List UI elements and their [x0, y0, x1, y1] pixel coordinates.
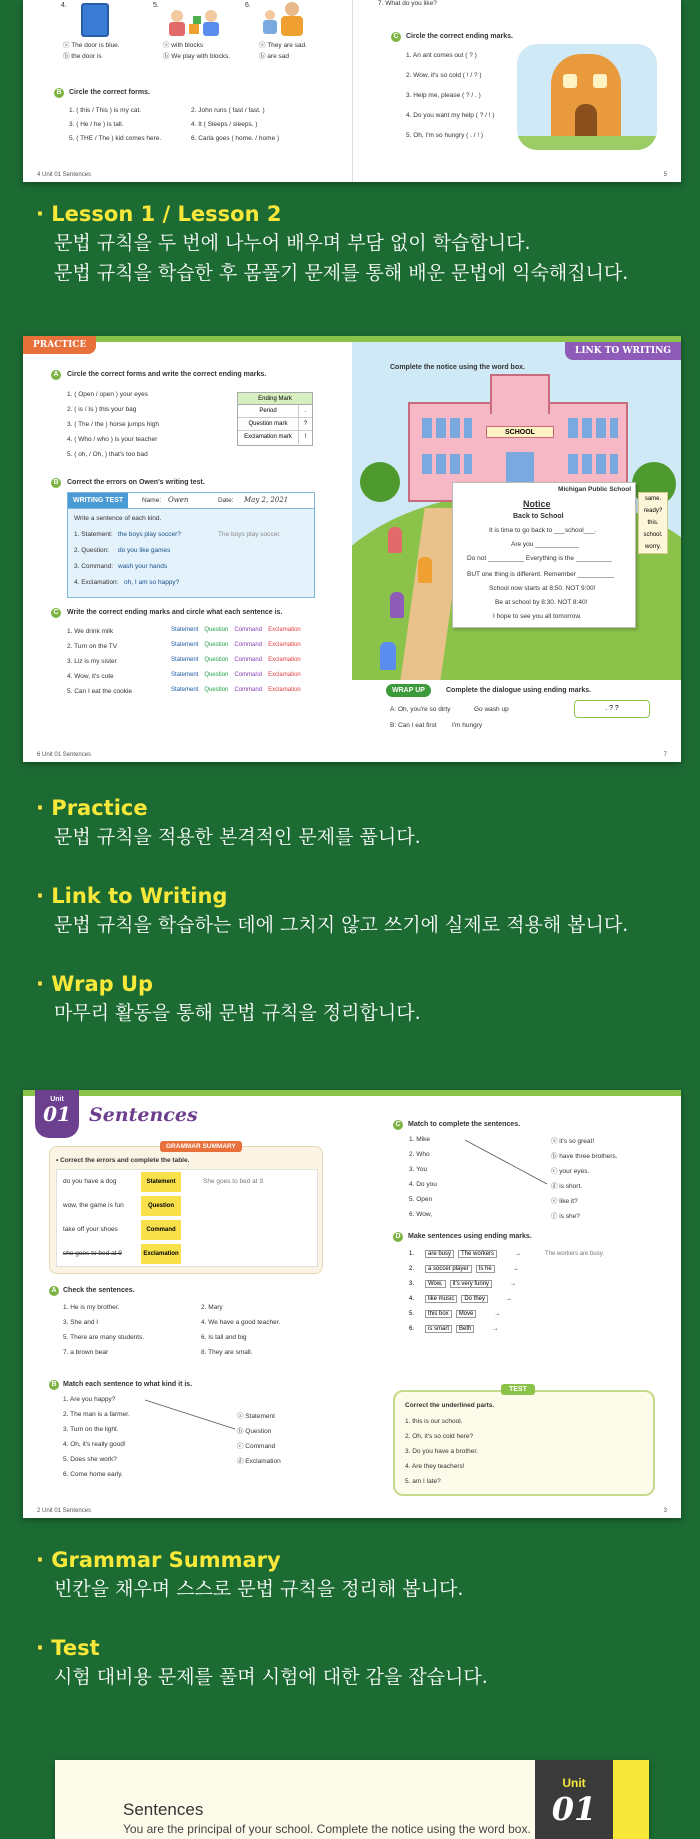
notice-line: Are you ____________ [511, 541, 579, 548]
ending-mark-table [237, 392, 313, 446]
section-b-item: 4. It ( Sleeps / sleeps. ) [191, 121, 258, 128]
wt-row-answer: The boys play soccer. [218, 531, 281, 538]
test-box [393, 1386, 655, 1496]
wrap-up-line-a2: Go wash up [474, 706, 509, 713]
section-badge-a: A [51, 370, 61, 380]
gs-c-left: 3. You [409, 1166, 428, 1173]
kids-blocks-illustration [169, 4, 221, 36]
gs-b-kind: ⓓ Exclamation [237, 1458, 281, 1465]
preview-unit-badge [535, 1760, 613, 1839]
practice-tab: PRACTICE [23, 336, 96, 354]
ending-row-mark: ! [298, 431, 312, 444]
section-badge-c: C [391, 32, 401, 42]
footer-left: 2 Unit 01 Sentences [37, 1508, 92, 1514]
gs-d-answer: The workers are busy. [545, 1250, 604, 1257]
section-b-item: 5. ( THE / The ) kid comes here. [69, 135, 162, 142]
kind-question: Question [204, 627, 229, 633]
door-illustration [81, 3, 109, 37]
gs-a-item: 3. She and I [63, 1319, 99, 1326]
test-item: 3. Do you have a brother. [405, 1448, 478, 1455]
gs-a-item: 4. We have a good teacher. [201, 1319, 281, 1326]
wt-row-label: 1. Statement: [74, 531, 113, 538]
practice-a-item: 1. ( Open / open ) your eyes [67, 391, 148, 398]
ending-item: 3. Help me, please ( ? / . ) [406, 92, 481, 99]
practice-a-item: 2. ( is / Is ) this your bag [67, 406, 137, 413]
gs-row-kind: Exclamation [141, 1244, 181, 1264]
gs-c-left: 4. Do you [409, 1181, 437, 1188]
desc-title: · Grammar Summary [36, 1546, 488, 1574]
date-label: Date: [218, 497, 234, 504]
gs-c-left: 5. Open [409, 1196, 433, 1203]
gs-row-left: wow, the game is fun [63, 1202, 124, 1209]
item-num: 4. [61, 2, 67, 9]
footer-right: 5 [663, 172, 667, 178]
writing-test-label: WRITING TEST [68, 493, 128, 508]
gs-c-title: Match to complete the sentences. [408, 1121, 521, 1128]
kind-statement: Statement [171, 672, 199, 678]
notice-subtitle: Back to School [513, 513, 564, 520]
practice-c-item: 4. Wow, it's cute [67, 673, 114, 680]
ending-row-mark: ? [298, 418, 312, 430]
preview-accent [613, 1760, 649, 1839]
link-tab: LINK TO WRITING [565, 342, 681, 360]
ending-row-mark: . [298, 405, 312, 417]
preview-unit-number: 01 [551, 1790, 597, 1828]
sad-people-illustration [261, 2, 311, 36]
notice-board [452, 482, 636, 628]
ending-item: 5. Oh, I'm so hungry ( . / ! ) [406, 132, 484, 139]
gs-c-right: ⓕ is she? [551, 1213, 580, 1220]
kind-question: Question [204, 687, 229, 693]
kind-exclamation: Exclamation [268, 642, 301, 648]
section-b-item: 1. ( this / This ) is my cat. [69, 107, 142, 114]
test-item: 5. am I late? [405, 1478, 441, 1485]
lesson-spread [23, 0, 681, 182]
gs-instruction: • Correct the errors and complete the table. [56, 1157, 190, 1164]
word-box-item: this. [647, 520, 659, 526]
date-value: May 2, 2021 [244, 496, 289, 504]
option-a: ⓐ with blocks [163, 42, 204, 49]
kind-statement: Statement [171, 642, 199, 648]
wt-row-label: 2. Question: [74, 547, 110, 554]
kind-command: Command [234, 642, 263, 648]
kind-exclamation: Exclamation [268, 687, 301, 693]
test-item: 1. this is our school. [405, 1418, 463, 1425]
wt-row-value: the boys play soccer? [118, 531, 181, 538]
wt-row-label: 4. Exclamation: [74, 579, 119, 586]
item-num: 6. [245, 2, 251, 9]
word-box-item: same. [644, 496, 662, 502]
gs-b-kind: ⓒ Command [237, 1443, 276, 1450]
section-b-item: 3. ( He / he ) is tall. [69, 121, 124, 128]
gs-c-left: 2. Who [409, 1151, 430, 1158]
name-value: Owen [168, 496, 189, 504]
footer-left: 4 Unit 01 Sentences [37, 172, 92, 178]
match-line [23, 1090, 353, 1518]
kind-exclamation: Exclamation [268, 657, 301, 663]
word-box [638, 492, 668, 554]
section-badge-c: C [51, 608, 61, 618]
gs-a-item: 2. Mary [201, 1304, 223, 1311]
name-label: Name: [142, 497, 162, 504]
practice-spread [23, 336, 681, 762]
practice-c-title: Write the correct ending marks and circle what each sentence is. [67, 609, 283, 616]
section-b-item: 6. Carla goes ( home. / home ) [191, 135, 280, 142]
summary-descriptions [36, 1546, 488, 1692]
gs-b-item: 1. Are you happy? [63, 1396, 116, 1403]
gs-a-item: 6. Is tall and big [201, 1334, 247, 1341]
gs-c-right: ⓔ like it? [551, 1198, 578, 1205]
option-b: ⓑ We play with blocks. [163, 53, 231, 60]
word-chip: Do they [461, 1295, 488, 1303]
gs-c-left: 6. Wow, [409, 1211, 433, 1218]
practice-c-item: 2. Turn on the TV [67, 643, 118, 650]
lesson-line: 문법 규칙을 학습한 후 몸풀기 문제를 통해 배운 문법에 익숙해집니다. [54, 262, 629, 284]
section-c-title: Circle the correct ending marks. [406, 33, 513, 40]
gs-row-kind: Statement [141, 1172, 181, 1192]
word-box-item: worry. [645, 544, 661, 550]
gs-b-item: 4. Oh, it's really good! [63, 1441, 126, 1448]
practice-c-item: 3. Liz is my sister [67, 658, 117, 665]
lesson-description [36, 200, 628, 288]
gs-row-answer: She goes to bed at 9. [203, 1178, 265, 1185]
writing-test-card [67, 492, 315, 598]
wt-row-value: do you like games [118, 547, 171, 554]
child-figure [390, 592, 404, 618]
gs-b-item: 2. The man is a farmer. [63, 1411, 130, 1418]
desc-line: 문법 규칙을 학습하는 데에 그치지 않고 쓰기에 실제로 적용해 봅니다. [54, 914, 629, 936]
kind-statement: Statement [171, 687, 199, 693]
wrap-up-line-b: B: Can I eat first [390, 722, 437, 729]
word-chip: Wow, [425, 1280, 446, 1288]
grammar-summary-label: GRAMMAR SUMMARY [160, 1141, 242, 1152]
wt-row-label: 3. Command: [74, 563, 114, 570]
desc-line: 문법 규칙을 적용한 본격적인 문제를 풉니다. [54, 826, 421, 848]
gs-b-item: 6. Come home early. [63, 1471, 123, 1478]
gs-c-right: ⓓ is short. [551, 1183, 583, 1190]
test-label: TEST [501, 1384, 535, 1395]
desc-line: 시험 대비용 문제를 풀며 시험에 대한 감을 잡습니다. [54, 1666, 488, 1688]
preview-subtitle: You are the principal of your school. Complete the notice using the word box. [123, 1822, 531, 1836]
kind-question: Question [204, 657, 229, 663]
ending-item: 2. Wow, it's so cold ( ! / ? ) [406, 72, 482, 79]
practice-c-item: 5. Can I eat the cookie [67, 688, 133, 695]
notice-line: It is time to go back to ___school___. [489, 527, 597, 534]
practice-a-item: 5. ( oh, / Oh, ) that's too bad [67, 451, 148, 458]
desc-line: 마무리 활동을 통해 문법 규칙을 정리합니다. [54, 1002, 421, 1024]
desc-line: 빈칸을 채우며 스스로 문법 규칙을 정리해 봅니다. [54, 1578, 464, 1600]
option-a: ⓐ The door is blue. [63, 42, 120, 49]
word-chip: like music [425, 1295, 457, 1303]
practice-c-item: 1. We drink milk [67, 628, 114, 635]
word-chip: Move [456, 1310, 477, 1318]
kind-choices [171, 627, 321, 707]
practice-a-item: 3. ( The / the ) horse jumps high [67, 421, 160, 428]
wt-row-value: oh, I am so happy? [124, 579, 180, 586]
desc-title: · Practice [36, 794, 628, 822]
wrap-up-instruction: Complete the dialogue using ending marks. [446, 687, 592, 694]
unit-preview [55, 1760, 649, 1839]
ant-house-illustration [517, 44, 657, 150]
child-figure [418, 557, 432, 583]
word-chip: The workers [458, 1250, 497, 1258]
wrap-up-panel [352, 680, 681, 762]
preview-unit-label: Unit [562, 1776, 586, 1790]
test-item: 4. Are they teachers! [405, 1463, 465, 1470]
practice-descriptions [36, 794, 628, 1028]
notice-school: Michigan Public School [558, 486, 631, 493]
ending-item: 4. Do you want my help ( ? / ! ) [406, 112, 495, 119]
notice-line: I hope to see you all tomorrow. [493, 613, 582, 620]
ending-table-header: Ending Mark [238, 393, 312, 405]
section-badge-c: C [393, 1120, 403, 1130]
child-figure [388, 527, 402, 553]
ending-row-name: Exclamation mark [244, 434, 292, 440]
preview-title: Sentences [123, 1800, 204, 1819]
word-chip: is smart [425, 1325, 452, 1333]
gs-b-kind: ⓐ Statement [237, 1413, 275, 1420]
section-badge-b: B [54, 88, 64, 98]
gs-b-kind: ⓑ Question [237, 1428, 272, 1435]
gs-row-left: do you have a dog [63, 1178, 117, 1185]
footer-right: 7 [663, 752, 667, 758]
gs-d-title: Make sentences using ending marks. [408, 1233, 532, 1240]
unit-label: Unit [50, 1096, 64, 1103]
gs-a-item: 7. a brown bear [63, 1349, 109, 1356]
section-b-title: Circle the correct forms. [69, 89, 150, 96]
practice-b-title: Correct the errors on Owen's writing test. [67, 479, 205, 486]
section-badge-d: D [393, 1232, 403, 1242]
wt-row-value: wash your hands [118, 563, 168, 570]
kind-command: Command [234, 672, 263, 678]
ending-row-name: Question mark [248, 421, 288, 427]
desc-title: · Link to Writing [36, 882, 628, 910]
wrap-up-line-b2: I'm hungry [452, 722, 483, 729]
writing-test-instruction: Write a sentence of each kind. [74, 515, 162, 522]
kind-statement: Statement [171, 627, 199, 633]
gs-c-right: ⓒ your eyes. [551, 1168, 590, 1175]
wrap-up-line-a: A: Oh, you're so dirty [390, 706, 451, 713]
section-b-item: 2. John runs ( fast / fast. ) [191, 107, 265, 114]
gs-d-list: 1. are busy The workers → The workers are busy. 2. a soccer player Is he → 3. Wow, it's very funny → 4. like music Do they → 5. this box Move → 6. is smart Beth → [409, 1250, 604, 1332]
notice-line: School now starts at 8:50. NOT 9:00! [489, 585, 596, 592]
word-chip: Beth [456, 1325, 474, 1333]
desc-title: · Wrap Up [36, 970, 628, 998]
school-sign: SCHOOL [486, 426, 554, 438]
kind-question: Question [204, 642, 229, 648]
section-badge-b: B [51, 478, 61, 488]
word-chip: are busy [425, 1250, 454, 1258]
link-to-writing-page [352, 342, 681, 762]
option-b: ⓑ the door is [63, 53, 102, 60]
wrap-up-label: WRAP UP [386, 684, 431, 697]
notice-title: Notice [523, 499, 551, 509]
partial-item: 7. What do you like? [378, 0, 437, 7]
kind-command: Command [234, 657, 263, 663]
gs-c-left: 1. Mike [409, 1136, 430, 1143]
ending-item: 1. An ant comes out ( ? ) [406, 52, 477, 59]
child-figure [380, 642, 396, 670]
gs-b-item: 5. Does she work? [63, 1456, 117, 1463]
item-num: 5. [153, 2, 159, 9]
section-badge-a: A [49, 1286, 59, 1296]
word-chip: this box [425, 1310, 452, 1318]
kind-exclamation: Exclamation [268, 627, 301, 633]
lesson-title: · Lesson 1 / Lesson 2 [36, 200, 628, 228]
summary-spread [23, 1090, 681, 1518]
gs-c-right: ⓐ it's so great! [551, 1138, 595, 1145]
gs-a-item: 1. He is my brother. [63, 1304, 120, 1311]
tree [360, 462, 400, 502]
option-b: ⓑ are sad [259, 53, 289, 60]
gs-row-left: she goes to bed at 9 [63, 1250, 122, 1257]
word-box-item: ready? [643, 508, 663, 514]
gs-c-right: ⓑ have three brothers. [551, 1153, 618, 1160]
word-chip: it's very funny [450, 1280, 493, 1288]
kind-statement: Statement [171, 657, 199, 663]
footer-left: 6 Unit 01 Sentences [37, 752, 92, 758]
section-badge-b: B [49, 1380, 59, 1390]
page-gutter [352, 0, 353, 182]
gs-a-item: 8. They are small. [201, 1349, 253, 1356]
unit-number: 01 [43, 1102, 71, 1126]
gs-b-item: 3. Turn on the light. [63, 1426, 119, 1433]
wrap-up-marks: . ? ? [574, 700, 650, 718]
notice-line: Be at school by 8:30. NOT 8:40! [495, 599, 588, 606]
gs-row-kind: Question [141, 1196, 181, 1216]
test-item: 2. Oh, it's so cold here? [405, 1433, 474, 1440]
gs-a-title: Check the sentences. [63, 1287, 135, 1294]
gs-b-title: Match each sentence to what kind it is. [63, 1381, 193, 1388]
notice-line: BUT one thing is different. Remember __________ [467, 571, 614, 578]
gs-row-kind: Command [141, 1220, 181, 1240]
word-chip: Is he [476, 1265, 495, 1273]
kind-command: Command [234, 687, 263, 693]
ending-row-name: Period [259, 408, 277, 414]
notice-line: Do not __________ Everything is the __________ [467, 555, 612, 562]
kind-question: Question [204, 672, 229, 678]
practice-a-title: Circle the correct forms and write the correct ending marks. [67, 371, 267, 378]
test-instruction: Correct the underlined parts. [405, 1402, 495, 1409]
word-box-item: school. [643, 532, 663, 538]
kind-command: Command [234, 627, 263, 633]
option-a: ⓐ They are sad. [259, 42, 307, 49]
link-instruction: Complete the notice using the word box. [390, 364, 525, 371]
kind-exclamation: Exclamation [268, 672, 301, 678]
desc-title: · Test [36, 1634, 488, 1662]
practice-a-item: 4. ( Who / who ) is your teacher [67, 436, 158, 443]
gs-row-left: take off your shoes [63, 1226, 118, 1233]
lesson-line: 문법 규칙을 두 번에 나누어 배우며 부담 없이 학습합니다. [54, 232, 531, 254]
footer-right: 3 [663, 1508, 667, 1514]
word-chip: a soccer player [425, 1265, 472, 1273]
unit-title: Sentences [89, 1104, 198, 1126]
gs-a-item: 5. There are many students. [63, 1334, 145, 1341]
